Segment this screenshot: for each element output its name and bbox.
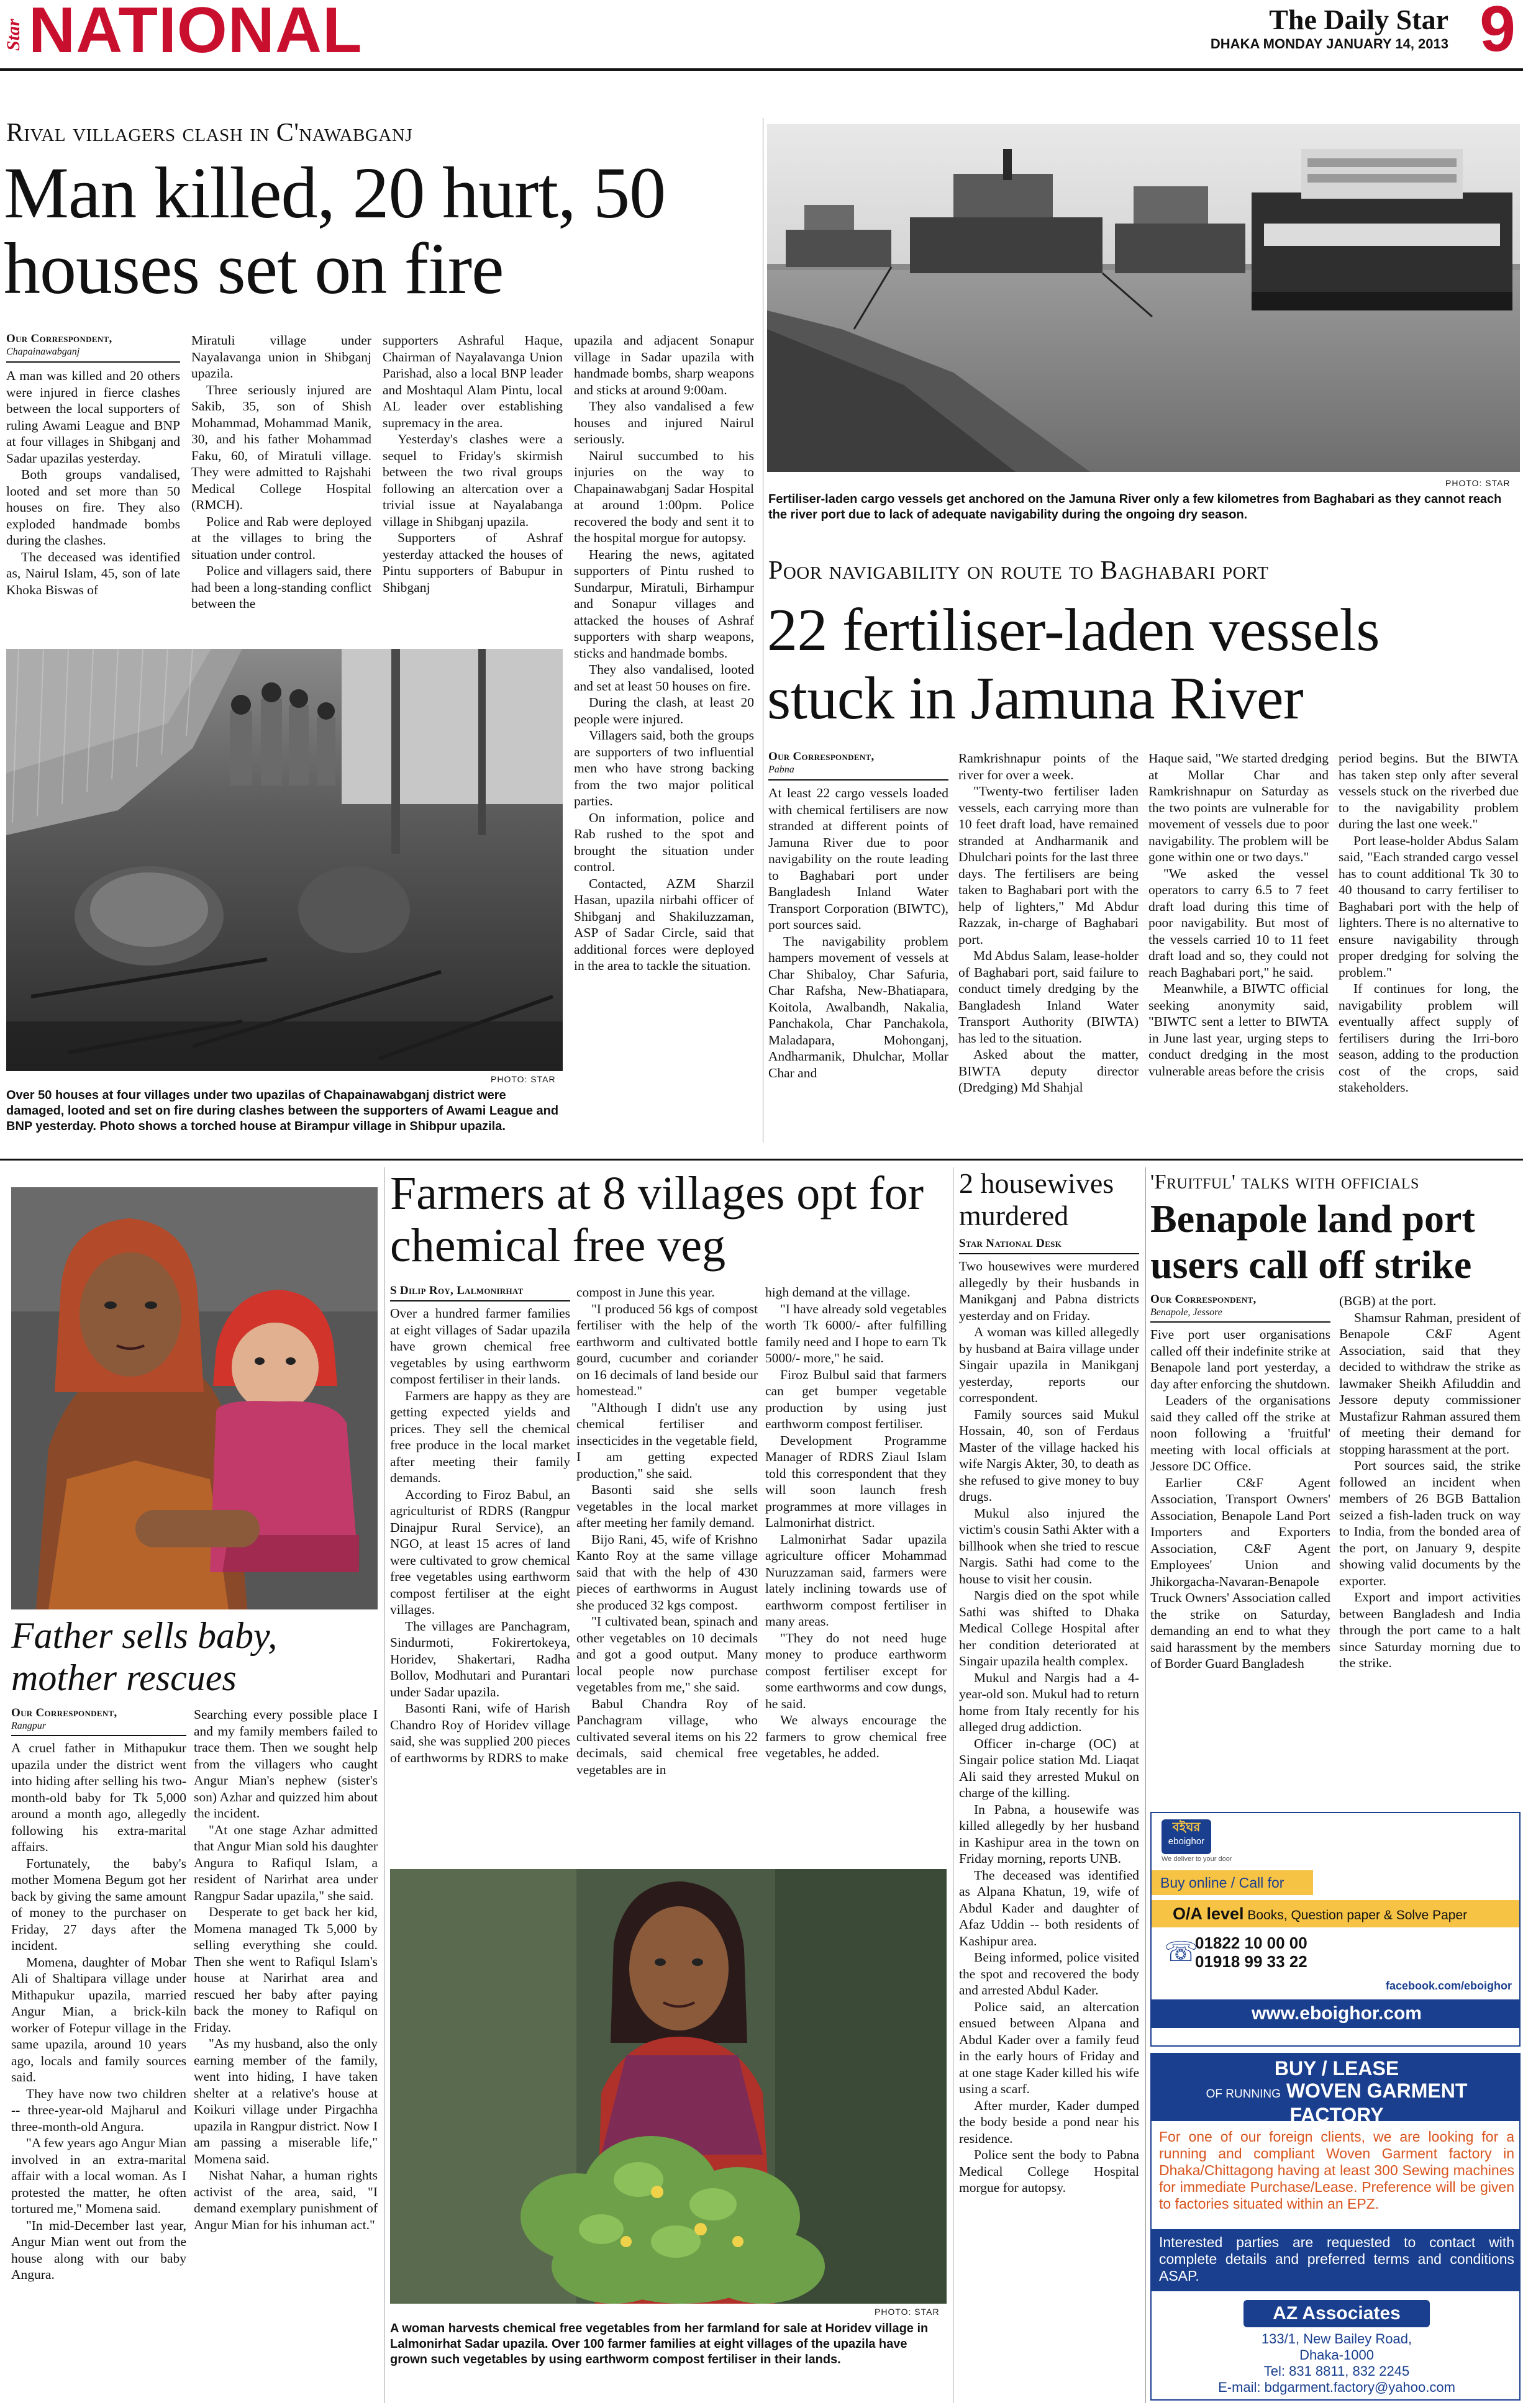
- story2-col3-p1: Haque said, "We started dredging at Mollar Char and Ramkrishnapur on Saturday as the two points are vulnerable for movement of vessels due to poor navigability. The problem will be gone within one or two days.": [1148, 751, 1329, 864]
- story4-col2-p6: "I cultivated bean, spinach and other vegetables on 10 decimals and got a good output. Many local people now purchase vegetables from me," she said.: [576, 1614, 758, 1695]
- garment-ad-of-running: OF RUNNING: [1206, 2088, 1281, 2101]
- story4-photo-credit: PHOTO: STAR: [875, 2307, 940, 2317]
- eboighor-facebook[interactable]: facebook.com/eboighor: [1385, 1980, 1512, 1992]
- story4-col1-p1: Over a hundred farmer families at eight villages of Sadar upazila have grown chemical free vegetables by using earthworm compost fertiliser in their lands.: [390, 1306, 570, 1387]
- eboighor-phone2: 01918 99 33 22: [1195, 1952, 1307, 1971]
- story2-photo-credit: PHOTO: STAR: [1445, 478, 1511, 488]
- story6-col2-p3: Port sources said, the strike followed an incident when members of 26 BGB Battalion seized a fish-laden truck on way to India, from the bonded area of the port, on January 9, despite showing valid documents by the exporter.: [1339, 1458, 1521, 1588]
- story1-byline-block: [6, 332, 180, 358]
- torched-house-illustration: [6, 649, 563, 1071]
- cargo-vessels-illustration: [767, 124, 1520, 472]
- story3-byplace: Rangpur: [11, 1721, 46, 1731]
- story6-byplace: Benapole, Jessore: [1150, 1307, 1222, 1318]
- garment-ad-title: BUY / LEASE: [1274, 2057, 1399, 2080]
- story6-headline: Benapole land port users call off strike: [1150, 1197, 1475, 1287]
- story6-col2-p2: Shamsur Rahman, president of Benapole C&F Agent Association, said that they decided to withdraw the strike as lawmaker Sheikh Afiluddin and Jessore deputy commissioner Mustafizur Rahman assured them of meeting their demand for stopping harassment at the port.: [1339, 1310, 1521, 1457]
- story1-col2-p2: Three seriously injured are Sakib, 35, son of Shish Mohammad, Mohammad Manik, 30, and his father Mohammad Faku, 60, of Miratuli village. They were admitted to Rajshahi Medical College Hospital (RMCH).: [191, 382, 371, 512]
- story5-byline: Star National Desk: [959, 1237, 1062, 1250]
- story6-kicker: 'Fruitful' talks with officials: [1150, 1170, 1419, 1193]
- story1-col1-p2: Both groups vandalised, looted and set more than 50 houses on fire. They also exploded handmade bombs during the clashes.: [6, 467, 180, 548]
- story5-headline: 2 housewives murdered: [959, 1167, 1114, 1231]
- story4-headline: Farmers at 8 villages opt for chemical free veg: [390, 1167, 924, 1272]
- story6-byline: Our Correspondent,: [1150, 1293, 1257, 1306]
- woman-harvesting-vegetables-illustration: [390, 1869, 947, 2304]
- story2-photo: [767, 124, 1520, 472]
- story3-byline-block: [11, 1706, 186, 1732]
- eboighor-olevel: O/A level: [1173, 1904, 1244, 1923]
- story5-col1-p12: After murder, Kader dumped the body beside a pond near his residence.: [959, 2098, 1139, 2146]
- eboighor-olevel-rest: Books, Question paper & Solve Paper: [1247, 1908, 1468, 1922]
- eboighor-phones: [1195, 1934, 1307, 1971]
- story2-col3: [1148, 750, 1329, 1155]
- masthead: [0, 0, 1523, 68]
- story5-col1-p11: Police said, an altercation ensued between Alpana and Abdul Kader over a family feud in the early hours of Friday and at one stage Kader killed his wife using a scarf.: [959, 1999, 1139, 2096]
- story1-col4-p3: Nairul succumbed to his injuries on the way to Chapainawabganj Sadar Hospital at around 1:00pm. Police recovered the body and sent it to the hospital morgue for autopsy.: [574, 448, 754, 545]
- story5-col1: [959, 1258, 1139, 2399]
- story2-headline: 22 fertiliser-laden vessels stuck in Jamuna River: [767, 597, 1380, 732]
- story5-col1-p13: Police sent the body to Pabna Medical College Hospital morgue for autopsy.: [959, 2147, 1139, 2195]
- section-rule: [0, 1159, 1523, 1161]
- story1-col3-p1: supporters Ashraful Haque, Chairman of Nayalavanga Union Parishad, also a local BNP leader and Moshtaqul Alam Pintu, local AL leader over establishing supremacy in the area.: [383, 333, 563, 430]
- story6-col2: [1339, 1293, 1521, 1804]
- garment-ad-product: WOVEN GARMENT: [1286, 2080, 1468, 2102]
- story3-col2: [194, 1706, 378, 2398]
- story3-col1: [11, 1740, 186, 2398]
- story1-col3: [383, 332, 563, 643]
- story1-col4-p4: Hearing the news, agitated supporters of Pintu rushed to Sundarpur, Miratuli, Birhampur and Sonapur villages and attacked the houses of Ashraf supporters with sharp weapons, sticks and handmade bombs.: [574, 546, 754, 661]
- story1-col4-p1: upazila and adjacent Sonapur village in Sadar upazila with handmade bombs, sharp weapons and sticks at around 9:00am.: [574, 333, 754, 397]
- eboighor-logo-bn: বইঘর: [1172, 1821, 1201, 1834]
- paper-name: The Daily Star: [1269, 4, 1448, 35]
- story2-col2-p4: Asked about the matter, BIWTA deputy director (Dredging) Md Shahjal: [958, 1047, 1139, 1095]
- garment-ad-company: AZ Associates: [1243, 2300, 1430, 2327]
- story4-col2-p7: Babul Chandra Roy of Panchagram village, who cultivated several items on his 22 decimals, said chemical free vegetables are in: [576, 1696, 758, 1777]
- story4-col3-p5: Lalmonirhat Sadar upazila agriculture officer Mohammad Nuruzzaman said, farmers were lately inclining towards use of earthworm compost fertiliser in many areas.: [765, 1531, 947, 1629]
- dateline: DHAKA MONDAY JANUARY 14, 2013: [1210, 36, 1448, 52]
- story4-col1-p2: Farmers are happy as they are getting expected yields and prices. They sell the chemical free produce in the local market after meeting their family demands.: [390, 1388, 570, 1485]
- story4-col1-p5: Basonti Rani, wife of Harish Chandro Roy of Horidev village said, she was supplied 200 pieces of earthworms by RDRS to make: [390, 1701, 570, 1765]
- story2-col2-p3: Md Abdus Salam, lease-holder of Baghabari port, said failure to conduct timely dredging by the Bangladesh Inland Water Transport Authority (BIWTA) has led to the situation.: [958, 948, 1139, 1046]
- story4-col3-p7: We always encourage the farmers to grow chemical free vegetables, he added.: [765, 1713, 947, 1760]
- story5-col1-p6: Mukul and Nargis had a 4-year-old son. Mukul had to return home from Italy recently for his alleged drug addiction.: [959, 1670, 1139, 1734]
- masthead-rule: [0, 68, 1523, 71]
- story5-col1-p10: Being informed, police visited the spot and recovered the body and arrested Abdul Kader.: [959, 1950, 1139, 1998]
- story2-caption: Fertiliser-laden cargo vessels get anchored on the Jamuna River only a few kilometres from Baghabari as they cannot reach the river port due to lack of adequate navigability during the ongoing dry season.: [768, 492, 1502, 522]
- story5-col1-p9: The deceased was identified as Alpana Khatun, 19, wife of Abdul Kader and daughter of Afaz Uddin -- both residents of Kashipur area.: [959, 1867, 1139, 1949]
- story2-col2-p1: Ramkrishnapur points of the river for over a week.: [958, 751, 1139, 782]
- ad-eboighor[interactable]: [1150, 1812, 1521, 2047]
- story5-col1-p1: Two housewives were murdered allegedly by their husbands in Manikganj and Pabna districts yesterday and on Friday.: [959, 1259, 1139, 1323]
- story1-byplace: Chapainawabganj: [6, 346, 80, 357]
- eboighor-logo-en: eboighor: [1168, 1836, 1205, 1847]
- story5-col1-p2: A woman was killed allegedly by husband at Baira village under Singair upazila in Manikganj yesterday, reports our correspondent.: [959, 1324, 1139, 1405]
- story1-col4-p7: Villagers said, both the groups are supporters of two influential men who have strong backing from the two major political parties.: [574, 728, 754, 808]
- story6-byline-block: [1150, 1293, 1330, 1318]
- story4-col3-p1: high demand at the village.: [765, 1285, 911, 1300]
- story5-divider: [1145, 1167, 1146, 2403]
- story2-col4-p3: If continues for long, the navigability problem will eventually affect supply of fertilisers during the Irri-boro season, adding to the production cost of the crops, said stakeholders.: [1339, 981, 1519, 1095]
- story2-col3-p2: "We asked the vessel operators to carry 6.5 to 7 feet draft load during this time of poor navigability. But most of the vessels carried 10 to 11 feet draft load and so, they could not reach Baghabari port," he said.: [1148, 866, 1329, 980]
- story5-byline-rule: [959, 1253, 1139, 1254]
- story2-col4-p1: period begins. But the BIWTA has taken step only after several vessels stuck on the riverbed due to the navigability problem during the last one week.": [1339, 751, 1519, 831]
- story1-byline-rule: [6, 361, 180, 363]
- story2-kicker: Poor navigability on route to Baghabari port: [768, 556, 1269, 585]
- story1-headline: Man killed, 20 hurt, 50 houses set on fire: [4, 152, 666, 309]
- story3-photo: [11, 1187, 378, 1609]
- story2-col1-p1: At least 22 cargo vessels loaded with chemical fertilisers are now stranded at different points of Jamuna River due to poor navigability on the route leading to Baghabari port under Bangladesh Inland Water Transport Corporation (BIWTC), port sources said.: [768, 785, 948, 932]
- story6-col2-p1: (BGB) at the port.: [1339, 1293, 1437, 1308]
- story6-col1-p3: Earlier C&F Agent Association, Transport Owners' Association, Benapole Land Port Importers and Exporters Association, C&F Agent Employees' Union and Jhikorgacha-Navaran-Benapole Truck Owners' Association called the strike on Saturday, demanding an end to what they said harassment by the members of Border Guard Bangladesh: [1150, 1475, 1330, 1671]
- story1-col1-p3: The deceased was identified as, Nairul Islam, 45, son of late Khoka Biswas of: [6, 549, 180, 597]
- story4-col3-p4: Development Programme Manager of RDRS Ziaul Islam told this correspondent that they will soon launch fresh programmes at more villages in Lalmonirhat district.: [765, 1433, 947, 1530]
- story2-byline-rule: [768, 779, 948, 781]
- story4-col3-p6: "They do not need huge money to produce earthworm compost fertiliser except for some earthworms and cow dungs, he said.: [765, 1630, 947, 1711]
- story3-col2-p3: Desperate to get back her kid, Momena managed Tk 5,000 by selling everything she could. Then she went to Rafiqul Islam's house at Narirhat area and rescued her baby after paying back the money to Rafiqul on Friday.: [194, 1904, 378, 2035]
- story4-col2-p1: compost in June this year.: [576, 1285, 715, 1300]
- story1-photo: [6, 649, 563, 1071]
- section-title: NATIONAL: [29, 0, 363, 66]
- story1-col4-p6: During the clash, at least 20 people were injured.: [574, 695, 754, 726]
- garment-ad-address2: Dhaka-1000: [1299, 2347, 1374, 2363]
- star-logo: Star: [3, 19, 24, 51]
- story1-col1: [6, 368, 180, 641]
- story3-headline: Father sells baby, mother rescues: [11, 1615, 278, 1698]
- story3-col2-p1: Searching every possible place I and my family members failed to trace them. Then we sought help from the villagers who caught Angur Mian's nephew (sister's son) Azhar and quizzed him about the incident.: [194, 1707, 378, 1821]
- story1-col4: [574, 332, 754, 1146]
- eboighor-logo: [1162, 1819, 1211, 1854]
- story1-caption: Over 50 houses at four villages under two upazilas of Chapainawabganj district were damaged, looted and set on fire during clashes between the supporters of Awami League and BNP yesterday. Photo shows a torched house at Birampur village in Shibpur upazila.: [6, 1089, 559, 1133]
- story6-col2-p4: Export and import activities between Bangladesh and India through the port came to a halt since Saturday morning due to the strike.: [1339, 1590, 1521, 1670]
- story4-col2-p3: "Although I didn't use any chemical fertiliser and insecticides in the vegetable field, I am getting expected production," she said.: [576, 1400, 758, 1481]
- story4-col3-p3: Firoz Bulbul said that farmers can get bumper vegetable production by using just earthworm compost fertiliser.: [765, 1367, 947, 1431]
- story2-col2-p2: "Twenty-two fertiliser laden vessels, each carrying more than 10 feet draft load, have remained stranded at Andharmanik and Dhulchari points for the last three days. The fertilisers are being taken to Baghabari port with the help of lighters," Md Abdur Razzak, in-charge of Baghabari port.: [958, 784, 1139, 947]
- story3-col1-p1: A cruel father in Mithapukur upazila under the district went into hiding after selling his two-month-old baby for Tk 5,000 around a month ago, allegedly following his extra-marital affairs.: [11, 1740, 186, 1854]
- story5-col1-p5: Nargis died on the spot while Sathi was shifted to Dhaka Medical College Hospital after her condition deteriorated at Singair upazila health complex.: [959, 1588, 1139, 1668]
- story1-col1-p1: A man was killed and 20 others were injured in fierce clashes between the local supporters of ruling Awami League and BNP at four villages in Shibganj and Sadar upazilas yesterday.: [6, 368, 180, 466]
- story3-col1-p2: Fortunately, the baby's mother Momena Begum got her back by giving the same amount of money to the purchaser on Friday, 27 days after the incident.: [11, 1855, 186, 1953]
- story2-byline-block: [768, 750, 948, 776]
- story4-col3-p2: "I have already sold vegetables worth Tk 6000/- after fulfilling family need and I hope to earn Tk 5000/- more," he said.: [765, 1301, 947, 1365]
- story2-col1: [768, 785, 948, 1155]
- story4-byline: S Dilip Roy, Lalmonirhat: [390, 1284, 524, 1297]
- garment-ad-body2: Interested parties are requested to contact with complete details and preferred terms and conditions ASAP.: [1152, 2229, 1521, 2291]
- story6-col1-p2: Leaders of the organisations said they called off the strike at noon following a 'fruitful' meeting with local officials at Jessore DC Office.: [1150, 1393, 1330, 1473]
- eboighor-phone1: 01822 10 00 00: [1195, 1934, 1307, 1952]
- story3-col1-p3: Momena, daughter of Mobar Ali of Shaltipara village under Mithapukur upazila, married Angur Mian, a brick-kiln worker of Fotepur village in the same upazila, around 10 years ago, locals and family sources said.: [11, 1954, 186, 2084]
- story4-col1-p4: The villages are Panchagram, Sindurmoti, Fokirertokeya, Horidev, Shakertari, Radha Bollov, Modhutari and Purantari under Sadar upazila.: [390, 1618, 570, 1700]
- garment-ad-email[interactable]: E-mail: bdgarment.factory@yahoo.com: [1218, 2379, 1455, 2395]
- garment-ad-contact: [1152, 2331, 1521, 2396]
- garment-ad-tel: Tel: 831 8811, 832 2245: [1263, 2363, 1410, 2379]
- garment-ad-product-line: [1152, 2080, 1521, 2105]
- story3-col1-p6: "In mid-December last year, Angur Mian went out from the house along with our baby Angura.: [11, 2217, 186, 2282]
- story4-col2-p5: Bijo Rani, 45, wife of Krishno Kanto Roy at the same village said that with the help of 430 pieces of earthworms in August she produced 32 kgs compost.: [576, 1531, 758, 1613]
- story1-col2-p4: Police and villagers said, there had been a long-standing conflict between the: [191, 563, 371, 611]
- story6-byline-rule: [1150, 1321, 1330, 1323]
- story1-col2-p1: Miratuli village under Nayalavanga union in Shibganj upazila.: [191, 333, 371, 381]
- garment-ad-factory: FACTORY: [1289, 2104, 1384, 2126]
- story3-col2-p5: Nishat Nahar, a human rights activist of the area, said, "I demand exemplary punishment of Angur Mian for his inhuman act.": [194, 2168, 378, 2232]
- story3-byline: Our Correspondent,: [11, 1706, 117, 1719]
- story3-col1-p4: They have now two children -- three-year-old Majharul and three-month-old Angura.: [11, 2086, 186, 2134]
- mother-and-baby-illustration: [11, 1187, 378, 1609]
- eboighor-tagline: We deliver to your door: [1162, 1855, 1232, 1863]
- story4-col1-p3: According to Firoz Babul, an agriculturist of RDRS (Rangpur Dinajpur Rural Service), an NGO, at least 15 acres of land were cultivated to grow chemical free vegetables using earthworm compost fertiliser at the eight villages.: [390, 1487, 570, 1617]
- story5-col1-p7: Officer in-charge (OC) at Singair police station Md. Liaqat Ali said they arrested Mukul on charge of the killing.: [959, 1736, 1139, 1800]
- story4-col2-p4: Basonti said she sells vegetables in the local market after meeting her family demand.: [576, 1482, 758, 1530]
- story1-byline: Our Correspondent,: [6, 332, 112, 345]
- garment-ad-body1: For one of our foreign clients, we are looking for a running and compliant Woven Garment factory in Dhaka/Chittagong having at least 300 Sewing machines for immediate Purchase/Lease. Preference will be given to factories situated within an EPZ.: [1159, 2129, 1514, 2212]
- story1-col4-p2: They also vandalised a few houses and injured Nairul seriously.: [574, 399, 754, 446]
- story3-col2-p4: "As my husband, also the only earning member of the family, went into hiding, I have taken shelter at a relative's house at Koikuri village under Pirgachha upazila in Rangpur district. Now I am passing a miserable life," Momena said.: [194, 2036, 378, 2166]
- page-number: 9: [1480, 0, 1516, 65]
- story2-col1-p2: The navigability problem hampers movement of vessels at Char Shibaloy, Char Safuria, Char Rafsha, New-Bhatiapara, Koitola, Awalbandh, Nakalia, Panchakola, Char Panchakola, Maladapara, Mohonganj, Andharmanik, Dhulchar, Mollar Char and: [768, 933, 948, 1080]
- story2-byplace: Pabna: [768, 764, 794, 775]
- story4-col1: [390, 1305, 570, 1864]
- story1-col4-p9: Contacted, AZM Sharzil Hasan, upazila nirbahi officer of Shibganj and Shakiluzzaman, ASP of Sadar Circle, said that additional forces were deployed in the area to tackle the situation.: [574, 876, 754, 973]
- eboighor-website[interactable]: www.eboighor.com: [1152, 1999, 1521, 2028]
- eboighor-olevel-line: [1152, 1900, 1521, 1927]
- story6-col1-p1: Five port user organisations called off their indefinite strike at Benapole land port yesterday, a day after enforcing the shutdown.: [1150, 1327, 1330, 1392]
- story1-col2: [191, 332, 371, 643]
- story4-photo: [390, 1869, 947, 2304]
- story1-col2-p3: Police and Rab were deployed at the villages to bring the situation under control.: [191, 514, 371, 562]
- story3-col2-p2: "At one stage Azhar admitted that Angur Mian sold his daughter Angura to Rafiqul Islam, a resident of Narirhat area under Rangpur Sadar upazila," she said.: [194, 1822, 378, 1903]
- story1-col4-p8: On information, police and Rab rushed to the spot and brought the situation under control.: [574, 810, 754, 874]
- story1-kicker: Rival villagers clash in C'nawabganj: [6, 119, 413, 147]
- story5-col1-p4: Mukul also injured the victim's cousin Sathi Akter with a billhook when she tried to rescue Nargis. Sathi had come to the house to visit her cousin.: [959, 1505, 1139, 1586]
- story3-byline-rule: [11, 1735, 186, 1736]
- garment-ad-address1: 133/1, New Bailey Road,: [1261, 2331, 1412, 2347]
- garment-ad-header: [1152, 2054, 1521, 2126]
- eboighor-buy-line: Buy online / Call for: [1152, 1870, 1313, 1895]
- story4-col3: [765, 1167, 947, 1864]
- story4-col2-p2: "I produced 56 kgs of compost fertiliser with the help of the earthworm and cultivated bottle gourd, cucumber and coriander on 16 decimals of land beside our homestead.": [576, 1301, 758, 1398]
- ad-garment-factory[interactable]: [1150, 2053, 1521, 2401]
- story1-col3-p2: Yesterday's clashes were a sequel to Friday's skirmish between the two rival groups following an altercation over a trivial issue at Nayalabanga village in Shibganj upazila.: [383, 432, 563, 529]
- story1-col3-p3: Supporters of Ashraf yesterday attacked the houses of Pintu supporters of Babupur in Shibganj: [383, 530, 563, 595]
- story2-col4-p2: Port lease-holder Abdus Salam said, "Each stranded cargo vessel has to count additional Tk 30 to 40 thousand to carry fertiliser to Baghabari port with the help of lighters. There is no alternative to ensure navigability through proper dredging for solving the problem.": [1339, 833, 1519, 980]
- story2-col3-p3: Meanwhile, a BIWTC official seeking anonymity said, "BIWTC sent a letter to BIWTA in June last year, urging steps to conduct dredging in the most vulnerable areas before the crisis: [1148, 981, 1329, 1079]
- story6-col1: [1150, 1326, 1330, 1804]
- story1-photo-credit: PHOTO: STAR: [491, 1074, 556, 1084]
- story1-col4-p5: They also vandalised, looted and set at least 50 houses on fire.: [574, 662, 754, 694]
- story5-col1-p3: Family sources said Mukul Hossain, 40, son of Ferdaus Master of the village hacked his wife Nargis Akter, 30, to death as she refused to give money to buy drugs.: [959, 1406, 1139, 1504]
- story3-col1-p5: "A few years ago Angur Mian involved in an extra-marital affair with a local woman. As I protested the matter, he often tortured me," Momena said.: [11, 2135, 186, 2216]
- story2-byline: Our Correspondent,: [768, 750, 875, 763]
- story4-byline-rule: [390, 1300, 570, 1301]
- story5-col1-p8: In Pabna, a housewife was killed allegedly by her husband in Kashipur area in the town on Friday morning, reports UNB.: [959, 1801, 1139, 1866]
- story2-col4: [1339, 750, 1519, 1155]
- story2-col2: [958, 750, 1139, 1155]
- phone-icon: ☏: [1164, 1937, 1199, 1967]
- story4-col2: [576, 1284, 758, 1864]
- story4-caption: A woman harvests chemical free vegetables from her farmland for sale at Horidev village in Lalmonirhat Sadar upazila. Over 100 farmer families at eight villages of the upazila have grown such vegetables by using earthworm compost fertiliser in their lands.: [390, 2322, 929, 2366]
